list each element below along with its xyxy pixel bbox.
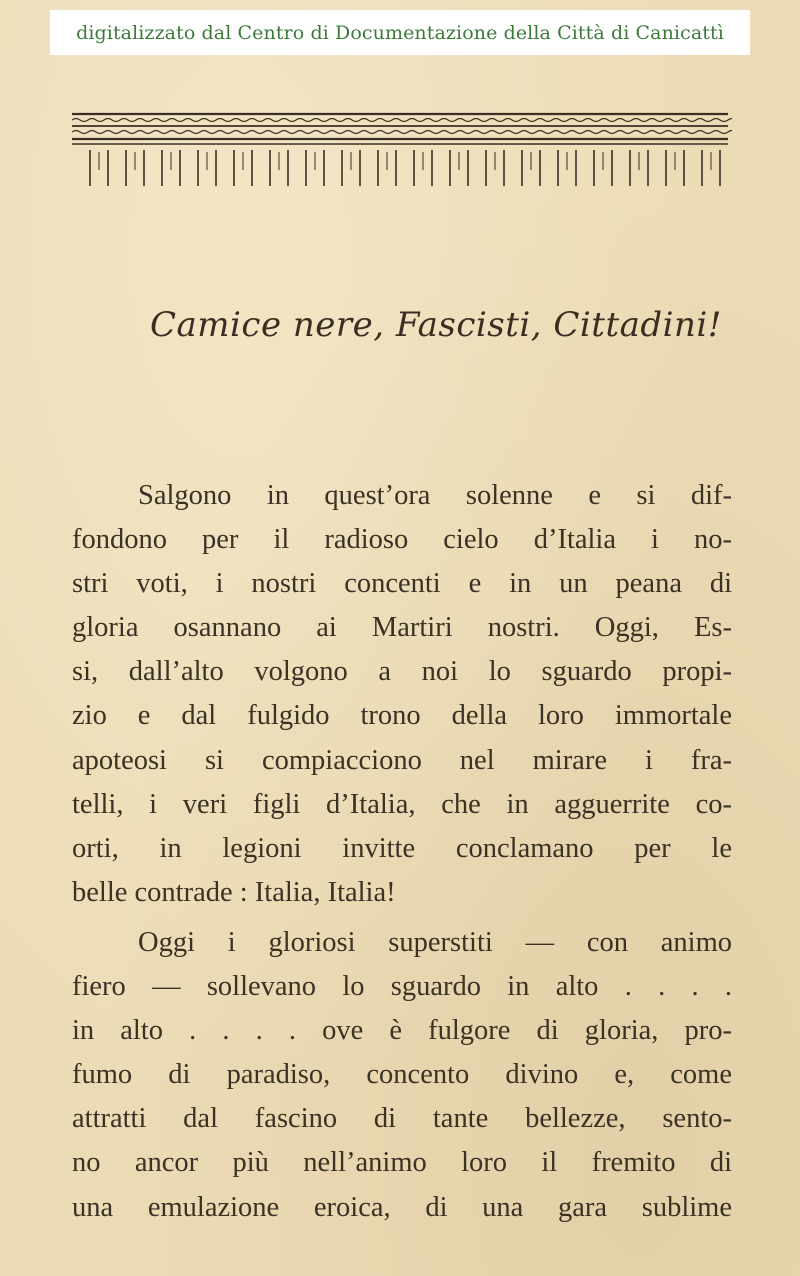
text-line: fumo di paradiso, concento divino e, come bbox=[72, 1059, 732, 1091]
text-line: si, dall’alto volgono a noi lo sguardo propi- bbox=[72, 656, 732, 688]
paragraph-1 bbox=[72, 474, 732, 915]
text-line: gloria osannano ai Martiri nostri. Oggi, Es- bbox=[72, 612, 732, 644]
text-line: stri voti, i nostri concenti e in un peana di bbox=[72, 568, 732, 600]
text-line: fiero — sollevano lo sguardo in alto . . . . bbox=[72, 971, 732, 1003]
text-line: attratti dal fascino di tante bellezze, sento- bbox=[72, 1103, 732, 1135]
text-line: Oggi i gloriosi superstiti — con animo bbox=[138, 927, 732, 958]
text-line: Salgono in quest’ora solenne e si dif- bbox=[138, 480, 732, 511]
text-line: fondono per il radioso cielo d’Italia i no- bbox=[72, 524, 732, 556]
salutation-heading: Camice nere, Fascisti, Cittadini! bbox=[150, 305, 722, 345]
text-line: in alto . . . . ove è fulgore di gloria, pro- bbox=[72, 1015, 732, 1047]
text-line: no ancor più nell’animo loro il fremito di bbox=[72, 1147, 732, 1179]
text-line: orti, in legioni invitte conclamano per le bbox=[72, 832, 732, 864]
decorative-border-ornament bbox=[72, 108, 732, 198]
watermark-text: digitalizzato dal Centro di Documentazione della Città di Canicattì bbox=[76, 21, 724, 44]
watermark-banner bbox=[50, 10, 750, 55]
text-line: una emulazione eroica, di una gara sublime bbox=[72, 1191, 732, 1223]
paragraph-2 bbox=[72, 921, 732, 1230]
text-line: telli, i veri figli d’Italia, che in agguerrite co- bbox=[72, 788, 732, 820]
text-line: apoteosi si compiacciono nel mirare i fra- bbox=[72, 744, 732, 776]
text-line: belle contrade : Italia, Italia! bbox=[72, 876, 396, 908]
text-line: zio e dal fulgido trono della loro immortale bbox=[72, 700, 732, 732]
